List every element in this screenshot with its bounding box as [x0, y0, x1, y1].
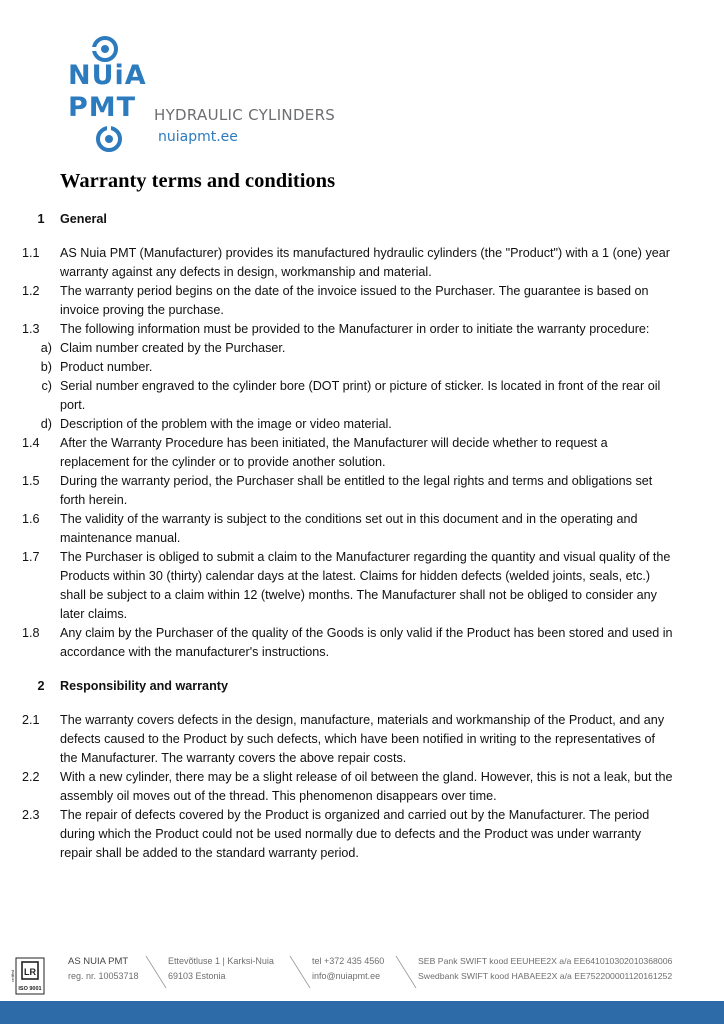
section-title: General: [60, 212, 107, 226]
footer-divider: [394, 952, 418, 992]
section-title: Responsibility and warranty: [60, 679, 228, 693]
sub-clause: [22, 377, 674, 415]
sub-clause-text: Description of the problem with the image or video material.: [60, 417, 392, 431]
logo-mark-bottom-icon: [94, 124, 124, 154]
document-title: Warranty terms and conditions: [60, 170, 336, 192]
clause-text: The repair of defects covered by the Product is organized and carried out by the Manufacturer. The period during which the Product could not be used normally due to defects and the Product was under warranty repair shall be added to the standard warranty period.: [60, 808, 650, 860]
sub-clause-text: Claim number created by the Purchaser.: [60, 341, 286, 355]
footer-company: [68, 954, 139, 984]
footer-bar: [0, 1001, 724, 1024]
sub-clause-letter: a): [40, 341, 52, 355]
clause: [22, 711, 674, 768]
clause: [22, 320, 674, 339]
logo-line-2: PMT: [68, 92, 137, 123]
clause: [22, 434, 674, 472]
document-body: [22, 210, 674, 863]
sub-clause-text: Serial number engraved to the cylinder bore (DOT print) or picture of sticker. Is located in front of the rear oil port.: [60, 379, 661, 412]
bank-line-2: Swedbank SWIFT kood HABAEE2X a/a EE752200001120161252: [418, 971, 673, 981]
clause: [22, 244, 674, 282]
clause-text: The warranty period begins on the date of the invoice issued to the Purchaser. The guarantee is based on invoice proving the purchase.: [60, 284, 649, 317]
sub-clause-letter: b): [40, 360, 52, 374]
clause-text: After the Warranty Procedure has been initiated, the Manufacturer will decide whether to request a replacement for the cylinder or to provide another solution.: [60, 436, 608, 469]
clause-text: The Purchaser is obliged to submit a claim to the Manufacturer regarding the quantity and visual quality of the Products within 30 (thirty) calendar days at the latest. Claims for hidden defects (welded joints, seals, etc.) shall be subject to a claim within 12 (twelve) months. The Manufacturer shall not be obliged to consider any later claims.: [60, 550, 671, 621]
clause: [22, 806, 674, 863]
bank-line-1: SEB Pank SWIFT kood EEUHEE2X a/a EE641010302010368006: [418, 956, 673, 966]
clause-number: 1.3: [22, 322, 40, 336]
clause: [22, 548, 674, 624]
iso-standard: ISO 9001: [18, 986, 42, 992]
clause-text: The warranty covers defects in the design, manufacture, materials and workmanship of the Product, and any defects caused to the Product by such defects, which have been notified in writing to the representatives of the Manufacturer. The warranty covers the above repair costs.: [60, 713, 665, 765]
company-reg: reg. nr. 10053718: [68, 971, 139, 981]
sub-clause: [22, 339, 674, 358]
logo-line-1: NUiA: [68, 60, 147, 91]
address-line-2: 69103 Estonia: [168, 971, 226, 981]
footer-divider: [288, 952, 312, 992]
clause-number: 1.8: [22, 626, 40, 640]
logo-tagline: HYDRAULIC CYLINDERS: [154, 106, 336, 124]
iso-certified-label: certified: [11, 969, 15, 983]
clause-text: Any claim by the Purchaser of the quality of the Goods is only valid if the Product has been stored and used in accordance with the manufacturer's instructions.: [60, 626, 673, 659]
clause: [22, 472, 674, 510]
iso-certification-icon: [10, 956, 50, 996]
clause-number: 1.7: [22, 550, 40, 564]
clause-text: AS Nuia PMT (Manufacturer) provides its manufactured hydraulic cylinders (the "Product") with a 1 (one) year warranty against any defects in design, workmanship and material.: [60, 246, 670, 279]
sub-clause: [22, 358, 674, 377]
sub-clause-text: Product number.: [60, 360, 153, 374]
clause: [22, 510, 674, 548]
iso-mark: LR: [24, 967, 36, 977]
company-logo: [62, 32, 362, 152]
address-line-1: Ettevõtluse 1 | Karksi-Nuia: [168, 956, 274, 966]
contact-email[interactable]: info@nuiapmt.ee: [312, 971, 381, 981]
clause-number: 2.1: [22, 713, 40, 727]
contact-phone[interactable]: tel +372 435 4560: [312, 956, 385, 966]
clause-number: 1.2: [22, 284, 40, 298]
section-number: 2: [37, 679, 45, 693]
sub-clause-letter: c): [41, 379, 52, 393]
clause-number: 2.2: [22, 770, 40, 784]
clause-number: 1.6: [22, 512, 40, 526]
clause-text: The following information must be provided to the Manufacturer in order to initiate the warranty procedure:: [60, 322, 650, 336]
section-heading: [22, 677, 674, 696]
clause-text: The validity of the warranty is subject to the conditions set out in this document and in the operating and maintenance manual.: [60, 512, 638, 545]
clause-text: With a new cylinder, there may be a slight release of oil between the gland. However, this is not a leak, but the assembly oil moves out of the thread. This phenomenon disappears over time.: [60, 770, 673, 803]
sub-clause-letter: d): [40, 417, 52, 431]
section-number: 1: [37, 212, 45, 226]
page-footer: [0, 950, 724, 1000]
sub-clause: [22, 415, 674, 434]
clause: [22, 282, 674, 320]
company-name: AS NUIA PMT: [68, 956, 129, 967]
section-heading: [22, 210, 674, 229]
clause-number: 1.5: [22, 474, 40, 488]
footer-bank: [418, 954, 672, 984]
footer-contact: [312, 954, 384, 984]
clause-number: 2.3: [22, 808, 40, 822]
clause: [22, 624, 674, 662]
logo-url: nuiapmt.ee: [158, 129, 238, 145]
clause-number: 1.4: [22, 436, 40, 450]
footer-address: [168, 954, 274, 984]
clause-number: 1.1: [22, 246, 40, 260]
clause-text: During the warranty period, the Purchaser shall be entitled to the legal rights and terms and obligations set forth herein.: [60, 474, 653, 507]
clause: [22, 768, 674, 806]
footer-divider: [144, 952, 168, 992]
